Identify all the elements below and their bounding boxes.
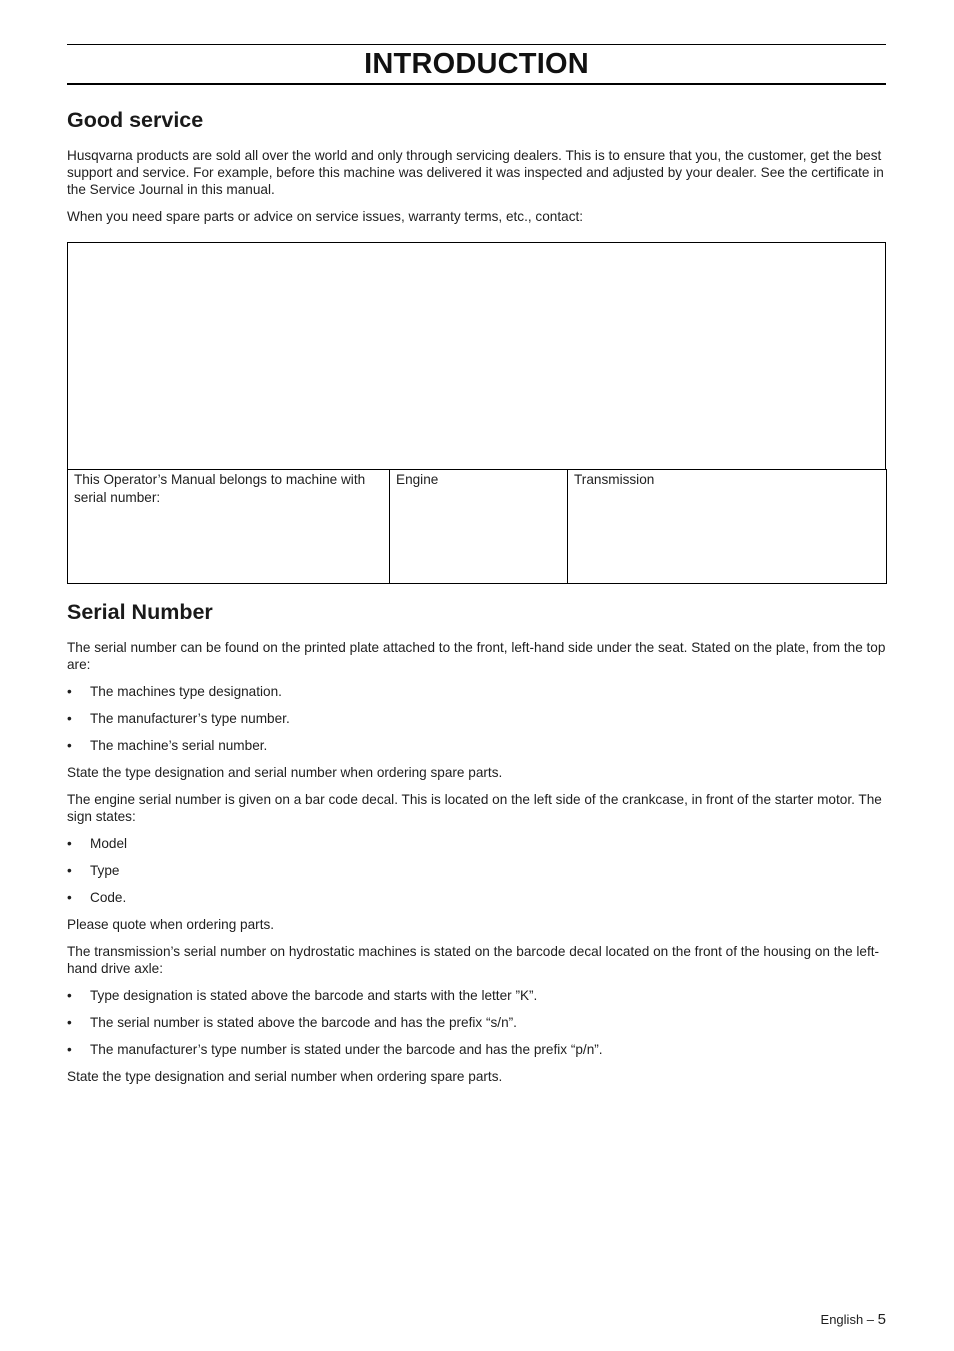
dealer-contact-box <box>67 242 886 470</box>
footer-dash: – <box>866 1312 875 1327</box>
engine-serial-paragraph: The engine serial number is given on a bar code decal. This is located on the left side of the crankcase, in front of the starter motor. The sign states: <box>67 792 882 824</box>
bullet-icon: • <box>67 711 72 726</box>
machine-serial-cell: This Operator’s Manual belongs to machine with serial number: <box>68 470 390 584</box>
transmission-cell: Transmission <box>568 470 887 584</box>
engine-cell: Engine <box>390 470 568 584</box>
bullet-icon: • <box>67 863 72 878</box>
transmission-serial-paragraph: The transmission’s serial number on hydrostatic machines is stated on the barcode decal located on the front of the housing on the left-hand drive axle: <box>67 944 880 976</box>
page-footer <box>821 1311 886 1328</box>
bullet-icon: • <box>67 684 72 699</box>
state-paragraph: State the type designation and serial number when ordering spare parts. <box>67 765 503 780</box>
quote-paragraph: Please quote when ordering parts. <box>67 917 275 932</box>
state-paragraph-final: State the type designation and serial number when ordering spare parts. <box>67 1069 503 1084</box>
good-service-paragraph: Husqvarna products are sold all over the world and only through servicing dealers. This is to ensure that you, the customer, get the best support and service. For example, before this machine was delivered it was inspected and adjusted by your dealer. See the certificate in the Service Journal in this manual. <box>67 148 884 197</box>
bullet-icon: • <box>67 1015 72 1030</box>
serial-intro-paragraph: The serial number can be found on the printed plate attached to the front, left-hand side under the seat. Stated on the plate, from the top are: <box>67 640 886 672</box>
bullet-icon: • <box>67 1042 72 1057</box>
bullet-icon: • <box>67 738 72 753</box>
serial-number-heading: Serial Number <box>67 600 213 624</box>
bullet-icon: • <box>67 890 72 905</box>
title-bar <box>67 44 886 85</box>
serial-number-table <box>67 469 887 584</box>
bullet-icon: • <box>67 988 72 1003</box>
bullet-icon: • <box>67 836 72 851</box>
good-service-heading: Good service <box>67 108 204 132</box>
page-number: 5 <box>877 1311 886 1328</box>
contact-paragraph: When you need spare parts or advice on service issues, warranty terms, etc., contact: <box>67 209 584 224</box>
page-title: INTRODUCTION <box>364 47 589 80</box>
footer-language: English <box>820 1312 864 1327</box>
